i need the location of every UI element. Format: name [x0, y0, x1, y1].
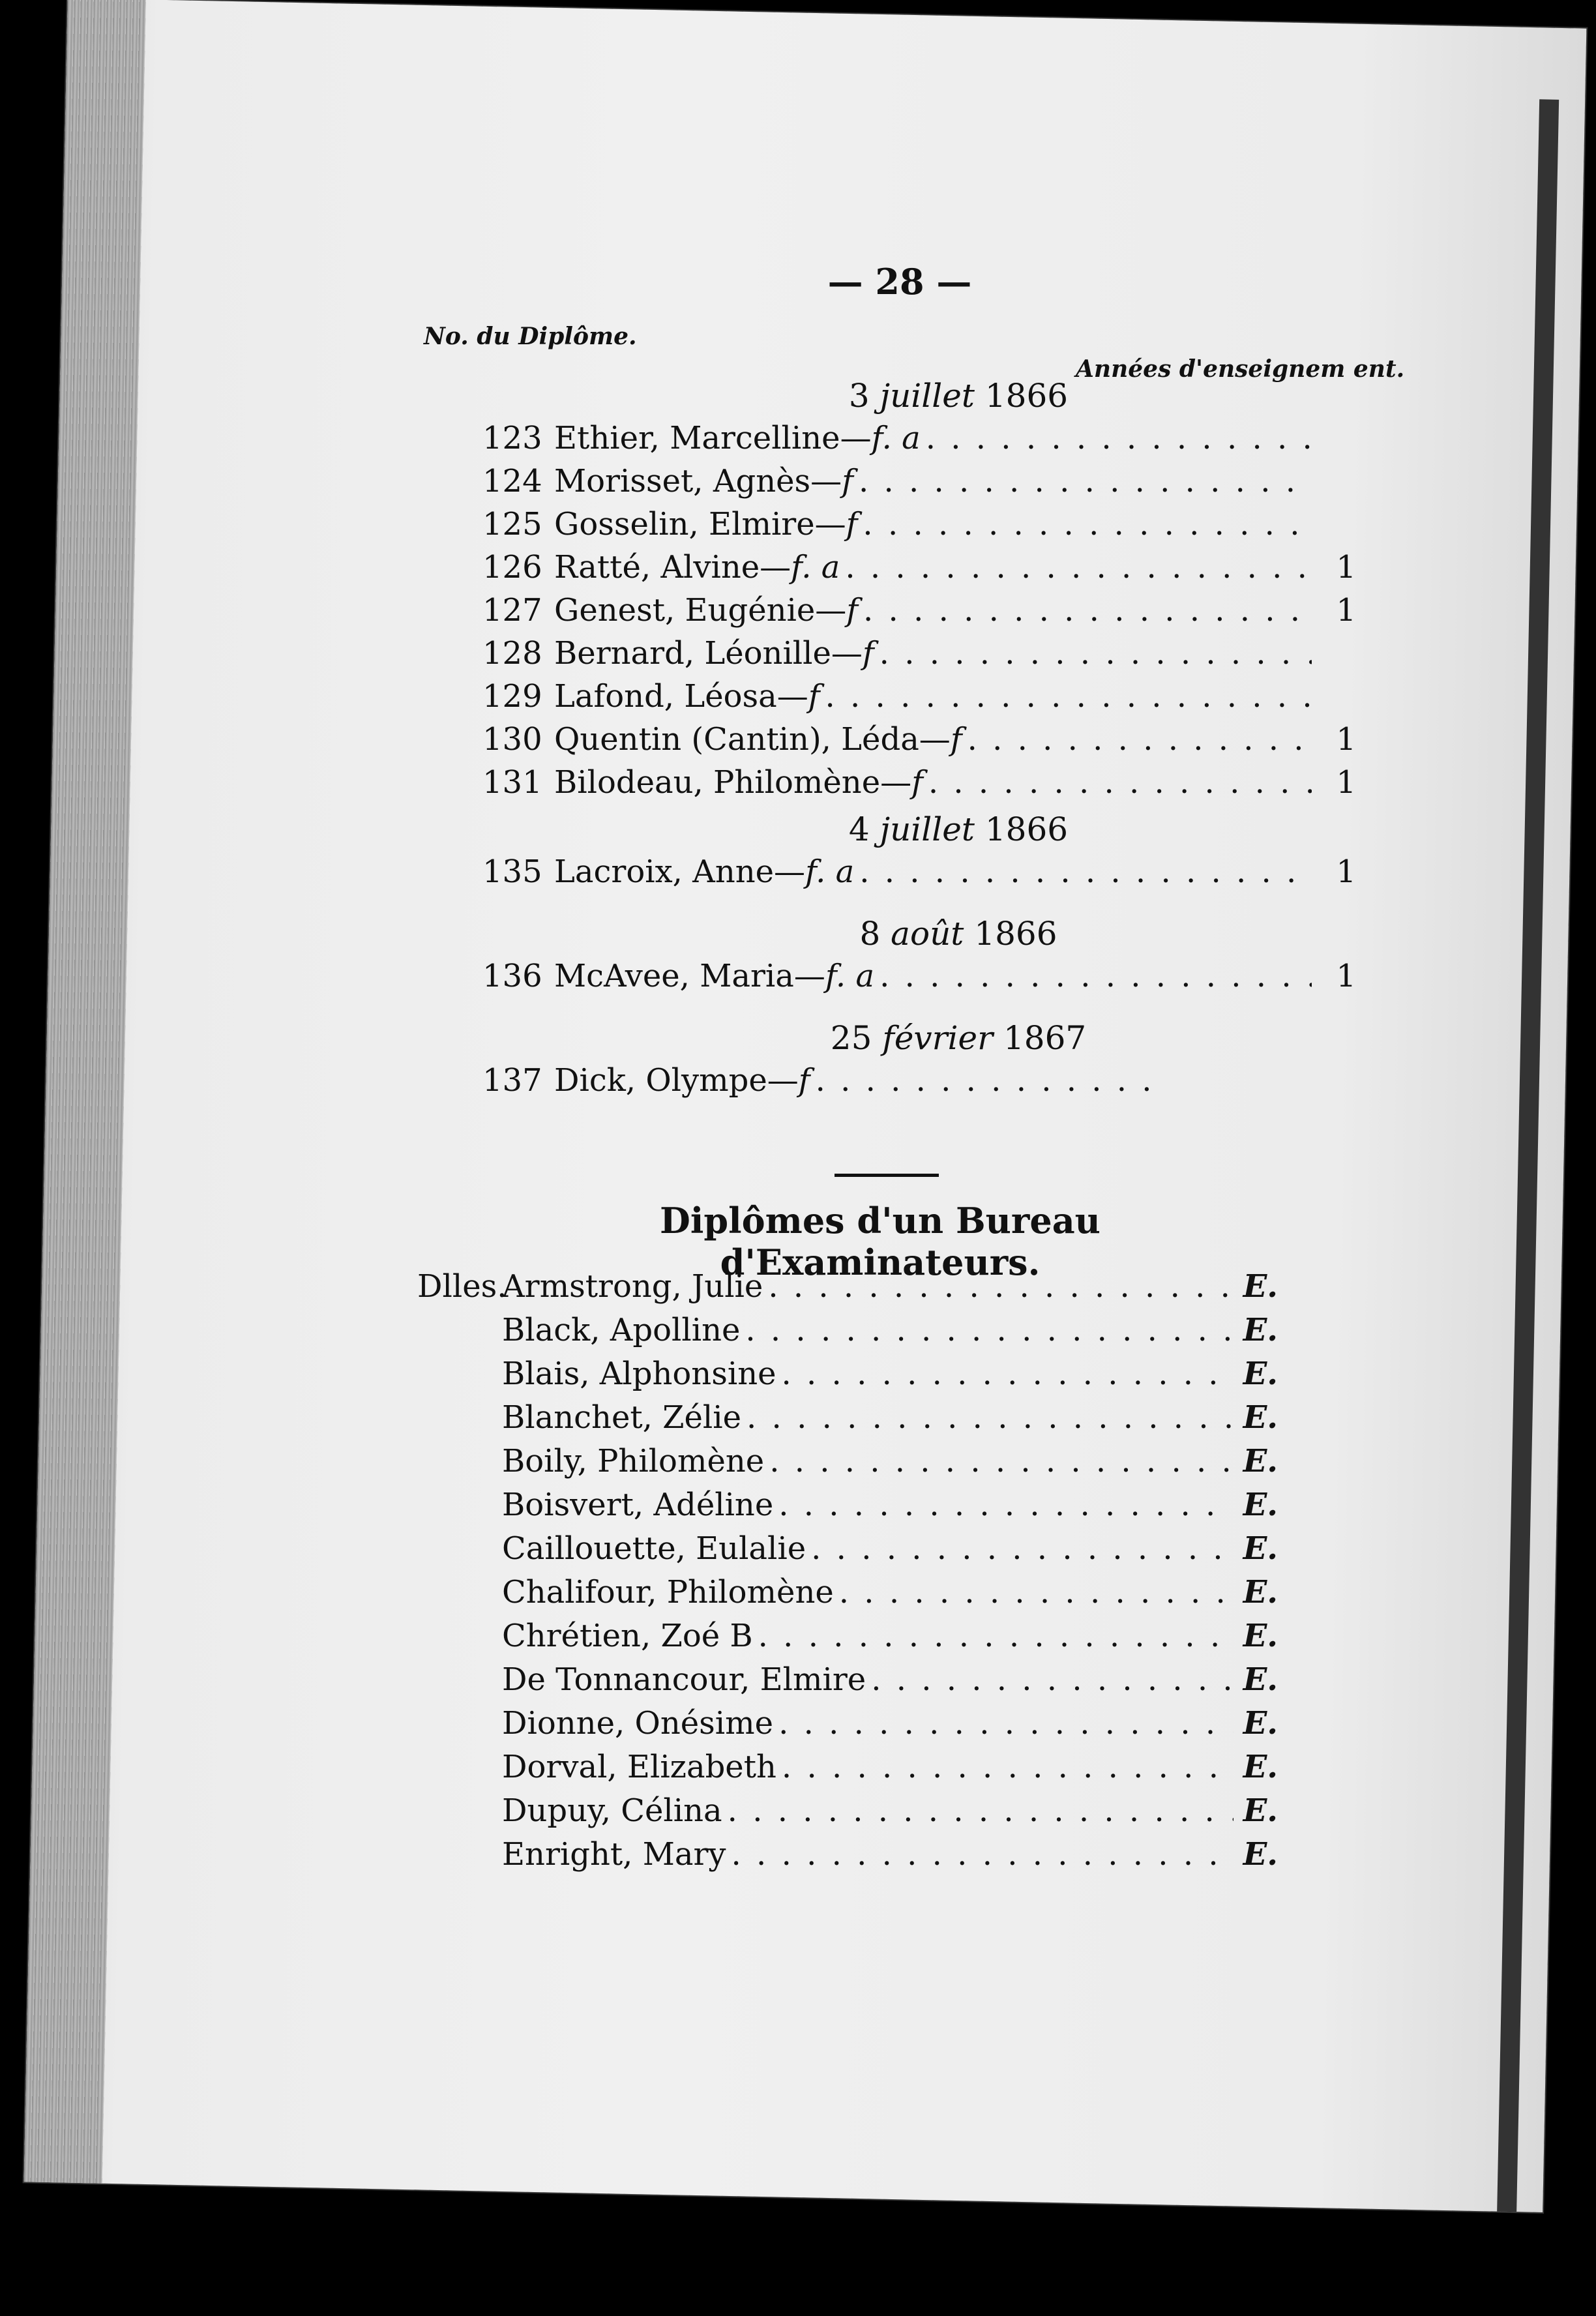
dot-leader [871, 1658, 1234, 1702]
dot-leader [926, 417, 1312, 460]
diploma-kind: f [862, 635, 874, 672]
dot-leader [859, 460, 1312, 503]
list-item [417, 1702, 1278, 1745]
diploma-number: 129 [482, 678, 542, 715]
dot-leader [811, 1527, 1234, 1571]
examiner-mark: E. [1243, 1574, 1278, 1611]
teacher-name: Dorval, Elizabeth [502, 1749, 776, 1785]
dot-leader [778, 1702, 1234, 1745]
diploma-number: 130 [482, 721, 542, 758]
teacher-name: Ratté, Alvine— [554, 549, 791, 586]
section-date [482, 913, 1356, 955]
examiner-mark: E. [1243, 1487, 1278, 1523]
diploma-kind: f [798, 1062, 810, 1099]
list-item [482, 589, 1356, 632]
header-diploma-number: No. du Diplôme. [424, 323, 637, 350]
teacher-name: Dionne, Onésime [502, 1705, 774, 1742]
teacher-name: Boisvert, Adéline [502, 1487, 774, 1523]
list-item [482, 955, 1356, 998]
list-item [482, 460, 1356, 503]
years-count: 1 [1336, 764, 1356, 801]
examiner-mark: E. [1243, 1792, 1278, 1829]
years-count: 1 [1336, 721, 1356, 758]
section-date [482, 1017, 1356, 1059]
list-item [417, 1658, 1278, 1702]
diploma-kind: f [808, 678, 820, 715]
diploma-kind: f. a [825, 958, 875, 994]
diploma-number: 131 [482, 764, 542, 801]
date-month: juillet [879, 377, 975, 415]
examiner-mark: E. [1243, 1661, 1278, 1698]
date-day: 3 [848, 377, 870, 415]
section-date [482, 375, 1356, 417]
examiner-mark: E. [1243, 1443, 1278, 1479]
dot-leader [782, 1352, 1234, 1396]
list-item [482, 718, 1356, 761]
teacher-name: Blais, Alphonsine [502, 1356, 776, 1392]
teacher-name: Genest, Eugénie— [554, 592, 847, 629]
diploma-number: 135 [482, 854, 542, 890]
list-item [482, 675, 1356, 718]
diploma-number: 124 [482, 463, 542, 499]
page-number: — 28 — [827, 261, 972, 303]
diploma-number: 125 [482, 506, 542, 542]
dot-leader [768, 1265, 1234, 1309]
diploma-kind: f [846, 506, 858, 542]
date-day: 4 [848, 810, 870, 848]
section-8-aout-1866 [482, 913, 1356, 998]
diploma-number: 137 [482, 1062, 542, 1099]
honorific: Dlles. [417, 1268, 507, 1305]
years-count: 1 [1336, 958, 1356, 994]
date-month: août [891, 915, 964, 953]
list-item [417, 1309, 1278, 1352]
diploma-number: 126 [482, 549, 542, 586]
list-item [417, 1352, 1278, 1396]
examiner-mark: E. [1243, 1836, 1278, 1873]
dot-leader [879, 632, 1312, 675]
examiner-mark: E. [1243, 1268, 1278, 1305]
list-item [482, 546, 1356, 589]
date-day: 8 [859, 915, 881, 953]
teacher-name: Enright, Mary [502, 1836, 726, 1873]
diploma-kind: f [846, 592, 859, 629]
list-item [417, 1396, 1278, 1440]
list-item [417, 1265, 1278, 1309]
examiner-mark: E. [1243, 1356, 1278, 1392]
teacher-name: Armstrong, Julie [502, 1268, 763, 1305]
dot-leader [863, 589, 1312, 632]
dot-leader [845, 546, 1312, 589]
dot-leader [825, 675, 1312, 718]
teacher-name: Dupuy, Célina [502, 1792, 722, 1829]
teacher-name: Lacroix, Anne— [554, 854, 806, 890]
dot-leader [839, 1571, 1234, 1614]
list-item [482, 850, 1356, 893]
teacher-name: Caillouette, Eulalie [502, 1530, 806, 1567]
teacher-name: Boily, Philomène [502, 1443, 765, 1479]
dot-leader [879, 955, 1312, 998]
section-25-fevrier-1867 [482, 1017, 1356, 1102]
teacher-name: Dick, Olympe— [554, 1062, 799, 1099]
teacher-name: Black, Apolline [502, 1312, 741, 1348]
section-heading: Diplômes d'un Bureau d'Examinateurs. [660, 1200, 1101, 1283]
diploma-kind: f [950, 721, 962, 758]
list-item [417, 1614, 1278, 1658]
teacher-name: Ethier, Marcelline— [554, 420, 872, 456]
binding-gutter [1497, 99, 1559, 2212]
teacher-name: Lafond, Léosa— [554, 678, 808, 715]
examiner-mark: E. [1243, 1618, 1278, 1654]
diploma-number: 128 [482, 635, 542, 672]
list-item [417, 1440, 1278, 1483]
years-count: 1 [1336, 854, 1356, 890]
teacher-name: Bernard, Léonille— [554, 635, 863, 672]
header-years-teaching: Années d'enseignem ent. [1076, 355, 1405, 383]
date-year: 1866 [984, 810, 1069, 848]
teacher-name: Gosselin, Elmire— [554, 506, 846, 542]
examiner-mark: E. [1243, 1530, 1278, 1567]
dot-leader [863, 503, 1312, 546]
diploma-kind: f. a [871, 420, 921, 456]
date-day: 25 [830, 1019, 872, 1057]
years-count: 1 [1336, 592, 1356, 629]
section-divider [835, 1174, 939, 1177]
diploma-kind: f. a [805, 854, 855, 890]
examiner-mark: E. [1243, 1399, 1278, 1436]
diploma-kind: f. a [791, 549, 840, 586]
date-year: 1866 [984, 377, 1069, 415]
examiner-mark: E. [1243, 1705, 1278, 1742]
page-edges [24, 0, 146, 2184]
date-year: 1866 [974, 915, 1057, 953]
dot-leader [745, 1309, 1234, 1352]
date-year: 1867 [1003, 1019, 1087, 1057]
diploma-number: 123 [482, 420, 542, 456]
dot-leader [728, 1789, 1234, 1833]
list-item [482, 1059, 1213, 1102]
teacher-name: Chalifour, Philomène [502, 1574, 834, 1611]
dot-leader [782, 1745, 1234, 1789]
diploma-kind: f [911, 764, 923, 801]
teacher-name: Morisset, Agnès— [554, 463, 842, 499]
teacher-name: McAvee, Maria— [554, 958, 825, 994]
examiner-mark: E. [1243, 1749, 1278, 1785]
dot-leader [928, 761, 1312, 804]
section-date [482, 809, 1356, 850]
teacher-name: Quentin (Cantin), Léda— [554, 721, 951, 758]
list-item [482, 632, 1356, 675]
dot-leader [758, 1614, 1234, 1658]
date-month: février [882, 1019, 994, 1057]
dot-leader [816, 1059, 1168, 1102]
dot-leader [732, 1833, 1234, 1877]
list-item [482, 503, 1356, 546]
section-3-juillet-1866 [482, 375, 1356, 804]
list-item [417, 1833, 1278, 1877]
list-item [417, 1527, 1278, 1571]
diploma-number: 127 [482, 592, 542, 629]
dot-leader [968, 718, 1312, 761]
book-page [24, 0, 1587, 2212]
section-4-juillet-1866 [482, 809, 1356, 893]
list-item [417, 1745, 1278, 1789]
diploma-number: 136 [482, 958, 542, 994]
list-item [417, 1789, 1278, 1833]
date-month: juillet [879, 810, 975, 848]
dot-leader [746, 1396, 1234, 1440]
examiner-mark: E. [1243, 1312, 1278, 1348]
years-count: 1 [1336, 549, 1356, 586]
teacher-name: De Tonnancour, Elmire [502, 1661, 866, 1698]
list-item [482, 761, 1356, 804]
examiners-list [417, 1265, 1278, 1877]
teacher-name: Bilodeau, Philomène— [554, 764, 912, 801]
teacher-name: Chrétien, Zoé B [502, 1618, 753, 1654]
list-item [482, 417, 1356, 460]
dot-leader [769, 1440, 1234, 1483]
dot-leader [859, 850, 1312, 893]
dot-leader [778, 1483, 1234, 1527]
teacher-name: Blanchet, Zélie [502, 1399, 742, 1436]
list-item [417, 1571, 1278, 1614]
list-item [417, 1483, 1278, 1527]
diploma-kind: f [842, 463, 853, 499]
